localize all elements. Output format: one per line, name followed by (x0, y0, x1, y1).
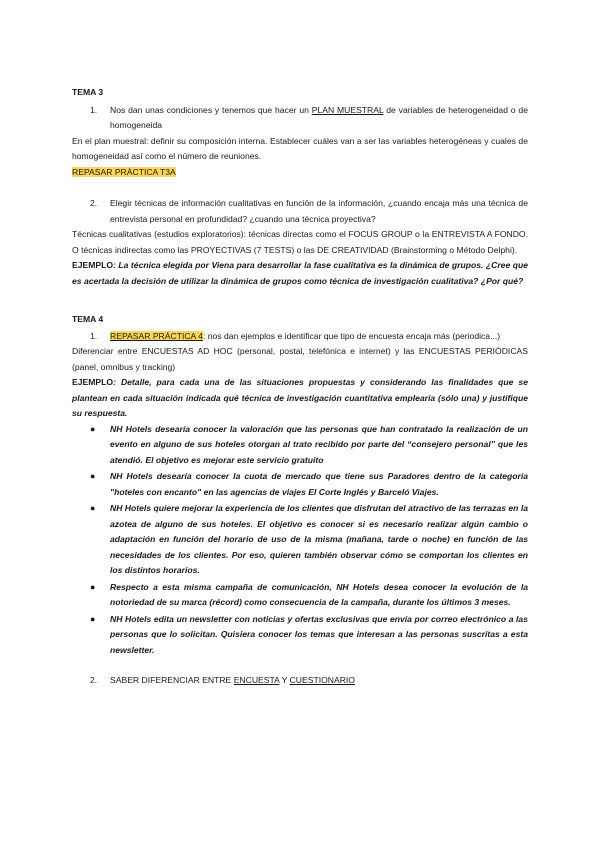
tema3-item-1 (72, 103, 528, 134)
item-text: Elegir técnicas de información cualitativas en función de la información, ¿cuando encaja más una técnica de entrevista personal en profundidad? ¿cuando una técnica proyectiva? (110, 198, 528, 224)
item-text-pre: Nos dan unas condiciones y tenemos que hacer un (110, 104, 312, 115)
list-item-text: NH Hotels quiere mejorar la experiencia de los clientes que disfrutan del atractivo de las terrazas en la azotea de alguno de sus hoteles. El objetivo es conocer si es necesario realizar algún cambio o adaptación en función del horario de uso de la misma (mañana, tarde o noche) en función de las necesidades de los clientes. Por eso, quieren también observar cómo se comportan los clientes en los distintos horarios. (110, 503, 528, 575)
bullet-icon: ● (90, 423, 96, 434)
list-item (90, 469, 528, 500)
tema4-ejemplo (72, 375, 528, 422)
tema4-paragraph-1: Diferenciar entre ENCUESTAS AD HOC (personal, postal, telefónica e internet) y las ENCUESTAS PERIÓDICAS (panel, omnibus y tracking) (72, 346, 528, 372)
item-text-post: de variables de heterogeneidad o de homogeneida (110, 104, 528, 130)
encuesta-link[interactable]: ENCUESTA (233, 675, 280, 685)
tema3-heading: TEMA 3 (72, 87, 104, 97)
item-text (110, 329, 528, 345)
list-item (90, 422, 528, 469)
item-number: 2. (90, 198, 98, 208)
tema3-item-2 (72, 196, 528, 227)
item-text-post: : nos dan ejemplos e identificar que tipo de encuesta encaja más (periodica...) (202, 330, 501, 341)
item-number: 1. (90, 330, 98, 341)
bullet-icon: ● (90, 503, 96, 513)
tema3-paragraph-1: En el plan muestral: definir su composición interna. Establecer cuáles van a ser las variables heterogéneas y cuales de homogeneidad así como el número de reuniones. (72, 135, 528, 161)
tema3-ejemplo (72, 258, 528, 289)
bullet-icon: ● (90, 613, 96, 624)
situations-list (72, 422, 528, 659)
ejemplo-label: EJEMPLO (72, 377, 114, 387)
item-text (110, 673, 528, 689)
repasar-practica-4-link[interactable]: REPASAR PRÁCTICA 4 (110, 330, 203, 341)
bullet-icon: ● (90, 471, 96, 481)
plan-muestral-link[interactable]: PLAN MUESTRAL (311, 104, 384, 115)
tema4-item-2 (72, 673, 528, 689)
list-item-text: NH Hotels desearía conocer la cuota de mercado que tiene sus Paradores dentro de la categoría "hoteles con encanto" en las agencias de viajes El Corte Inglés y Barceló Viajes. (110, 471, 528, 497)
tema3-paragraph-2: Técnicas cualitativas (estudios exploratorios): técnicas directas como el FOCUS GROUP o la ENTREVISTA A FONDO. O técnicas indirectas como las PROYECTIVAS (7 TESTS) o las DE CREATIVIDAD (Brainstorming o Método Delphi). (72, 229, 528, 255)
tema4-heading: TEMA 4 (72, 314, 104, 324)
item-number: 2. (90, 675, 98, 685)
list-item-text: NH Hotels edita un newsletter con noticias y ofertas exclusivas que envía por correo electrónico a las personas que lo solicitan. Quisiera conocer los temas que interesan a las personas suscritas a esta newsletter. (110, 613, 528, 655)
list-item (90, 612, 528, 659)
item-text-mid: Y (279, 675, 290, 685)
item-number: 1. (90, 104, 98, 115)
list-item (90, 580, 528, 611)
cuestionario-link[interactable]: CUESTIONARIO (289, 675, 355, 685)
highlighted-text: REPASAR PRÁCTICA T3A (72, 166, 176, 177)
item-text-pre: SABER DIFERENCIAR ENTRE (110, 675, 234, 685)
ejemplo-text: : Detalle, para cada una de las situaciones propuestas y considerando las finalidades que se plantean en cada situación indicada qué técnica de investigación cuantitativa emplearía (sólo una) y justifique su respuesta. (72, 377, 528, 418)
tema3-highlight-line (72, 165, 528, 181)
list-item (90, 501, 528, 579)
list-item-text: NH Hotels desearía conocer la valoración que las personas que han contratado la realización de un evento en alguno de sus hoteles otorgan al trato recibido por parte del “consejero personal” que les atendió. El objetivo es mejorar este servicio gratuito (110, 423, 528, 465)
item-text (110, 103, 528, 134)
ejemplo-label: EJEMPLO (72, 260, 114, 270)
bullet-icon: ● (90, 581, 96, 592)
tema4-item-1 (72, 329, 528, 345)
ejemplo-text: : La técnica elegida por Viena para desarrollar la fase cualitativa es la dinámica de grupos. ¿Cree que es acertada la decisión de utilizar la dinámica de grupos como técnica de investigación cualitativa? ¿Por qué? (72, 260, 528, 286)
list-item-text: Respecto a esta misma campaña de comunicación, NH Hotels desea conocer la evolución de la notoriedad de su marca (récord) como consecuencia de la campaña, durante los últimos 3 meses. (110, 581, 528, 607)
